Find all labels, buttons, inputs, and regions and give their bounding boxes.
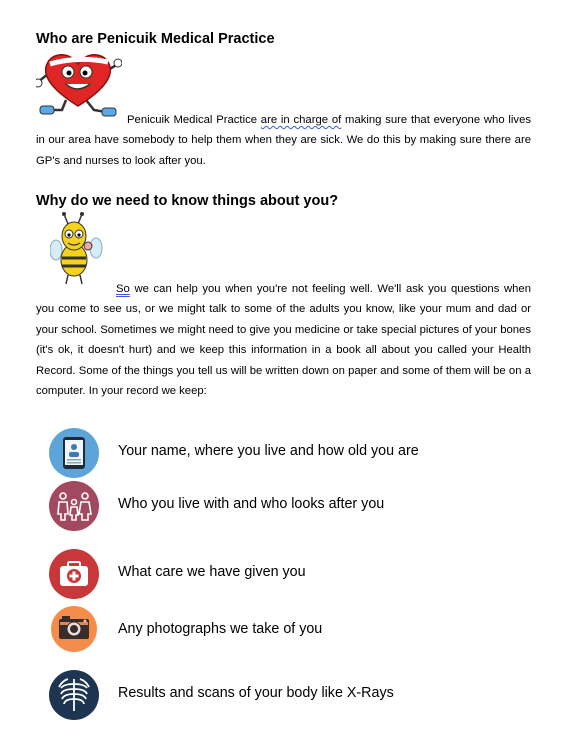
list-item xyxy=(48,480,528,532)
family-icon xyxy=(48,480,100,532)
reasons-description-rest: we can help you when you're not feeling well. We'll ask you questions when you come to see us, or we might talk to some of the adults you know, like your mum and dad or your school. Sometimes we might need to give you medicine or take special pictures of your bones (it's ok, it doesn't hurt) and we keep this information in a book all about you called your Health Record. Some of the things you tell us will be written down on paper and some of them will be on a computer. In your record we keep: xyxy=(36,283,531,398)
practice-description-start: Penicuik Medical Practice xyxy=(127,114,261,126)
reasons-description-underlined: So xyxy=(116,283,130,295)
tablet-profile-icon xyxy=(48,427,100,479)
heading-why-know-things: Why do we need to know things about you? xyxy=(36,193,339,209)
list-item-label: Any photographs we take of you xyxy=(118,621,323,637)
list-item-label: Results and scans of your body like X-Rays xyxy=(118,685,394,701)
practice-description-underlined: are in charge of xyxy=(260,114,342,126)
xray-icon xyxy=(48,669,100,721)
list-item-label: Who you live with and who looks after you xyxy=(118,496,385,512)
list-item-label: Your name, where you live and how old you are xyxy=(118,443,419,459)
list-item-label: What care we have given you xyxy=(118,564,306,580)
list-item xyxy=(48,548,528,600)
list-item xyxy=(48,427,528,479)
bee-mascot-icon xyxy=(50,212,104,286)
practice-description xyxy=(36,110,531,171)
heading-who-are-practice: Who are Penicuik Medical Practice xyxy=(36,31,275,47)
list-item xyxy=(48,605,528,657)
reasons-description xyxy=(36,279,531,401)
first-aid-kit-icon xyxy=(48,548,100,600)
camera-icon xyxy=(48,605,100,657)
practice-description-rest: making sure that everyone who lives in our area have somebody to help them when they are sick. We do this by making sure there are GP's and nurses to look after you. xyxy=(36,114,531,167)
list-item xyxy=(48,669,528,721)
